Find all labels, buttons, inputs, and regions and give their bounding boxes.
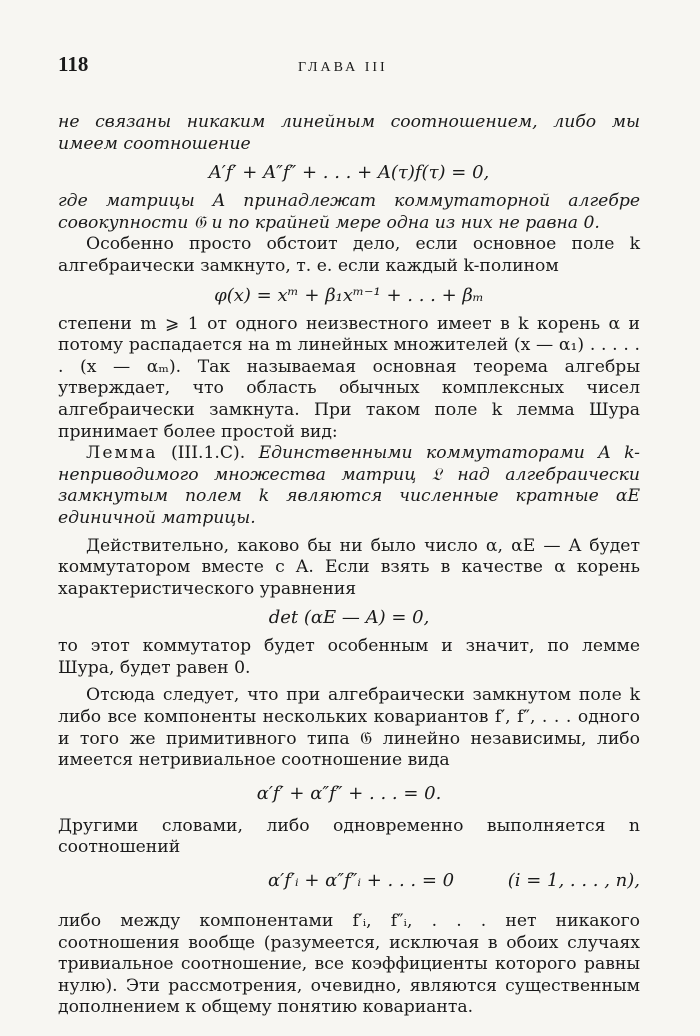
page-header bbox=[58, 52, 640, 82]
formula-2: φ(x) = xᵐ + β₁xᵐ⁻¹ + . . . + βₘ bbox=[214, 284, 484, 306]
running-head: ГЛАВА III bbox=[298, 60, 388, 75]
paragraph-4: степени m ⩾ 1 от одного неизвестного имеет в k корень α и потому распадается на m линейных множителей (x — α₁) . . . . . . (x — αₘ). Так называемая основная теорема алгебры утверждает, что область обычных комплексных чисел алгебраически замкнута. При таком поле k лемма Шура принимает более простой вид: bbox=[58, 313, 640, 442]
lemma-text: Единственными коммутаторами A k-неприводимого множества матриц 𝔏 над алгебраически замкнутым полем k являются численные кратные αE единичной матрицы. bbox=[58, 443, 640, 528]
paragraph-3: Особенно просто обстоит дело, если основное поле k алгебраически замкнуто, т. е. если каждый k-полином bbox=[58, 234, 640, 276]
lemma bbox=[58, 443, 640, 529]
page-number: 118 bbox=[58, 52, 89, 76]
paragraph-9: либо между компонентами f′ᵢ, f″ᵢ, . . . нет никакого соотношения вообще (разумеется, исключая в обоих случаях тривиальное соотношение, все коэффициенты которого равны нулю). Эти рассмотрения, очевидно, являются существенным дополнением к общему понятию ковариантa. bbox=[58, 911, 640, 1018]
lemma-label: Лемма bbox=[86, 443, 158, 464]
paragraph-2: где матрицы A принадлежат коммутаторной алгебре совокупности 𝔊 и по крайней мере одна из них не равна 0. bbox=[58, 191, 640, 233]
paragraph-5: Действительно, каково бы ни было число α, αE — A будет коммутатором вместе с A. Если взять в качестве α корень характеристического уравнения bbox=[58, 535, 640, 599]
paragraph-6: то этот коммутатор будет особенным и значит, по лемме Шура, будет равен 0. bbox=[58, 636, 640, 678]
lemma-number: (III.1.C). bbox=[170, 443, 246, 464]
formula-5-rhs: (i = 1, . . . , n), bbox=[507, 870, 640, 892]
formula-1: A′f′ + A″f″ + . . . + A(τ)f(τ) = 0, bbox=[208, 162, 490, 184]
formula-5-lhs: α′f′ᵢ + α″f″ᵢ + . . . = 0 bbox=[268, 870, 455, 892]
paragraph-1: не связаны никаким линейным соотношением, либо мы имеем соотношение bbox=[58, 112, 640, 154]
formula-3: det (αE — A) = 0, bbox=[268, 607, 430, 629]
formula-4: α′f′ + α″f″ + . . . = 0. bbox=[256, 782, 442, 804]
formula-5 bbox=[58, 869, 640, 893]
paragraph-7: Отсюда следует, что при алгебраически замкнутом поле k либо все компоненты нескольких ковариантов f′, f″, . . . одного и того же примитивного типа 𝔊 линейно независимы, либо имеется нетривиальное соотношение вида bbox=[58, 685, 640, 771]
paragraph-8: Другими словами, либо одновременно выполняется n соотношений bbox=[58, 815, 640, 858]
